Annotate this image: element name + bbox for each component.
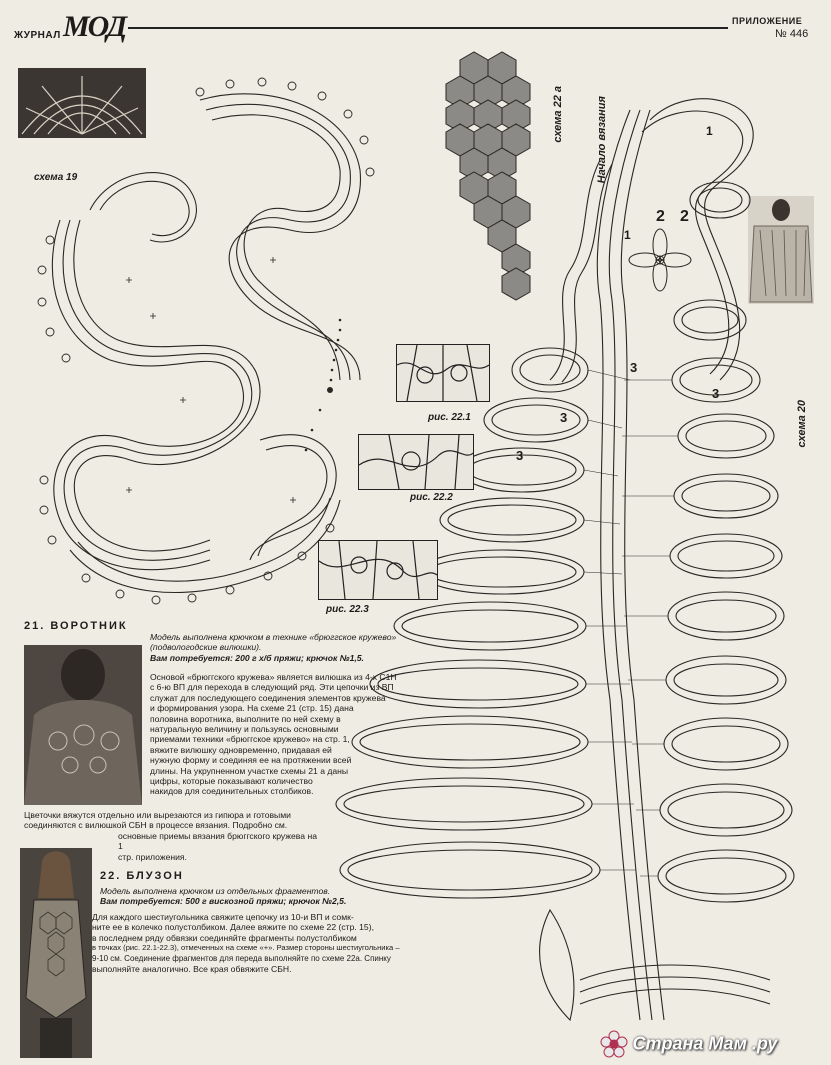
body-line: и формирования узора. На схеме 21 (стр. 15) дана [150, 703, 354, 714]
collar-model-graphic [24, 645, 142, 805]
blouse-model-photo [20, 848, 92, 1058]
issue-number: № 446 [775, 28, 809, 40]
scheme-number: 1 [624, 228, 631, 242]
site-watermark [600, 1030, 777, 1058]
body-line: нужную форму и соединяя ее на протяжении всей [150, 755, 352, 766]
brand-small-text: ЖУРНАЛ [14, 30, 61, 41]
section-21-title: 21. ВОРОТНИК [24, 620, 128, 632]
scheme-number: 2 [656, 208, 665, 225]
supplement-label: ПРИЛОЖЕНИЕ [732, 16, 803, 26]
figure-22-1-label: рис. 22.1 [428, 412, 471, 423]
scheme-number: 3 [630, 360, 638, 375]
figure-22-3-graphic [319, 541, 437, 599]
section-22-title: 22. БЛУЗОН [100, 870, 184, 882]
body-line: основные приемы вязания брюггского кружева на 1 [118, 830, 317, 852]
scheme-number: 3 [560, 410, 568, 425]
scheme-19-label: схема 19 [34, 172, 78, 183]
figure-22-3 [318, 540, 438, 600]
body-line: служат для последующего соединения элементов кружева [150, 692, 386, 703]
body-line: Основой «брюггского кружева» является вилюшка из 4-х С1Н [150, 672, 397, 682]
start-knitting-label: Начало вязания [596, 96, 608, 184]
scheme-20-label: схема 20 [796, 400, 808, 448]
brand-logo: МОД [63, 10, 126, 43]
body-line: с 6-ю ВП для перехода в следующий ряд. Эти цепочки из ВП [150, 682, 394, 693]
section-21-intro [150, 632, 400, 663]
section-21-intro-line: Модель выполнена крючком в технике «брюггское кружево» [150, 632, 397, 642]
section-22-intro [100, 886, 420, 907]
body-line: натуральную величину и пользуясь основными [150, 724, 339, 735]
scheme-number: 3 [712, 386, 720, 401]
body-line: 9-10 см. Соединение фрагментов для переда выполняйте по схеме 22а. Спинку [92, 953, 391, 963]
body-line: приемами техники «брюггское кружево» на стр. 1, [150, 734, 350, 745]
body-line: ните ее в колечко полустолбиком. Далее вяжите по схеме 22 (стр. 15), [92, 922, 374, 933]
body-line: накидов для соединительных столбиков. [150, 786, 314, 797]
body-line: в последнем ряду обвязки соединяйте фрагменты полустолбиком [92, 932, 357, 943]
scheme-number: 2 [680, 208, 689, 225]
flower-logo-icon [600, 1030, 628, 1058]
section-22-intro-line: Модель выполнена крючком из отдельных фрагментов. [100, 886, 331, 896]
body-line: стр. приложения. [118, 851, 187, 862]
figure-22-2 [358, 434, 474, 490]
figure-22-3-label: рис. 22.3 [326, 604, 369, 615]
body-line: вяжите вилюшку одновременно, придавая ей [150, 744, 332, 755]
section-21-requirements: Вам потребуется: 200 г х/б пряжи; крючок №1,5. [150, 652, 364, 663]
body-line: выполняйте аналогично. Все края обвяжите СБН. [92, 964, 292, 975]
collar-model-photo [24, 645, 142, 805]
figure-22-1 [396, 344, 490, 402]
scheme-22a-label: схема 22 а [552, 86, 564, 143]
body-line: половина воротника, выполните по ней схему в [150, 713, 341, 724]
body-line: Цветочки вяжутся отдельно или вырезаются из гипюра и готовыми [24, 810, 291, 820]
flower-motif [629, 229, 691, 291]
blouse-model-graphic [20, 848, 92, 1058]
section-22-body [92, 912, 430, 974]
scheme-number: 3 [516, 448, 524, 463]
figure-22-2-label: рис. 22.2 [410, 492, 453, 503]
section-21-body [150, 672, 400, 797]
body-line: длины. На укрупненном участке схемы 21 а даны [150, 765, 349, 776]
body-line: Для каждого шестиугольника свяжите цепочку из 10-и ВП и сомк- [92, 912, 354, 922]
section-22-requirements: Вам потребуется: 500 г вискозной пряжи; крючок №2,5. [100, 896, 347, 907]
body-line: соединяются с вилюшкой СБН в процессе вязания. Подробно см. [24, 820, 288, 831]
figure-22-2-graphic [359, 435, 473, 489]
section-21-intro-line: (подвологодские вилюшки). [150, 642, 262, 653]
body-line: цифры, которые показывают количество [150, 776, 313, 787]
scheme-number: 1 [706, 124, 713, 138]
header-rule [128, 27, 728, 29]
body-line: в точках (рис. 22.1-22.3), отмеченных на схеме «+». Размер стороны шестиугольника – [92, 943, 400, 953]
figure-22-1-graphic [397, 345, 489, 401]
site-watermark-text: Страна Мам .ру [632, 1033, 778, 1054]
